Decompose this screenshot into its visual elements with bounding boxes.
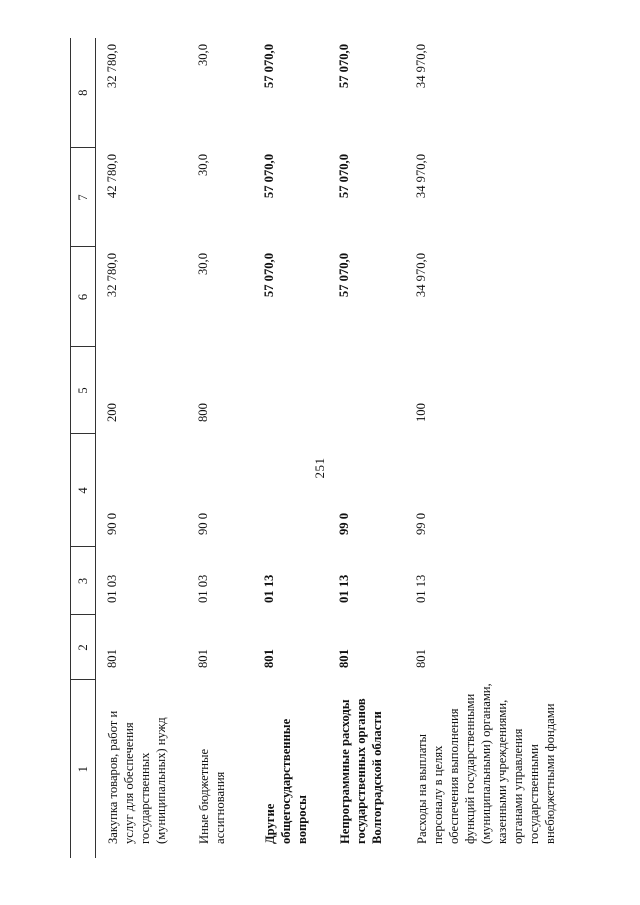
expense-type: 200 — [105, 403, 119, 422]
ministry-code: 801 — [414, 649, 428, 668]
row-name: Закупка товаров, работ и услуг для обеспечения государственных (муниципальных) нужд — [106, 710, 168, 844]
amount-col-7: 57 070,0 — [337, 154, 351, 199]
section-code: 01 13 — [262, 574, 276, 603]
section-code: 01 13 — [337, 574, 351, 603]
amount-col-8: 57 070,0 — [262, 44, 276, 89]
table-row — [96, 38, 188, 858]
page-number: 251 — [312, 457, 327, 479]
header-col-2: 2 — [71, 615, 96, 680]
amount-col-8: 30,0 — [196, 44, 210, 67]
section-code: 01 03 — [196, 574, 210, 603]
expense-type — [253, 347, 328, 434]
amount-col-8: 32 780,0 — [105, 44, 119, 89]
row-name: Непрограммные расходы государственных органов Волгоградской области — [338, 698, 384, 844]
table-row — [328, 38, 405, 858]
section-code: 01 13 — [414, 574, 428, 603]
ministry-code: 801 — [105, 649, 119, 668]
ministry-code: 801 — [337, 649, 351, 668]
section-code: 01 03 — [105, 574, 119, 603]
header-col-6: 6 — [71, 247, 96, 347]
amount-col-6: 57 070,0 — [337, 253, 351, 298]
ministry-code: 801 — [262, 649, 276, 668]
target-code: 99 0 — [414, 512, 428, 535]
amount-col-7: 42 780,0 — [105, 154, 119, 199]
amount-col-6: 57 070,0 — [262, 253, 276, 298]
header-col-3: 3 — [71, 547, 96, 615]
amount-col-6: 34 970,0 — [414, 253, 428, 298]
budget-table-container — [70, 38, 590, 858]
amount-col-7: 34 970,0 — [414, 154, 428, 199]
target-code — [253, 434, 328, 547]
expense-type: 100 — [414, 403, 428, 422]
header-col-4: 4 — [71, 434, 96, 547]
header-col-1: 1 — [71, 680, 96, 858]
expense-type: 800 — [196, 403, 210, 422]
target-code: 90 0 — [105, 512, 119, 535]
ministry-code: 801 — [196, 649, 210, 668]
expense-type — [328, 347, 405, 434]
amount-col-7: 30,0 — [196, 154, 210, 177]
amount-col-8: 34 970,0 — [414, 44, 428, 89]
header-col-8: 8 — [71, 38, 96, 148]
target-code: 99 0 — [337, 512, 351, 535]
header-row — [71, 38, 96, 858]
budget-table — [70, 38, 584, 858]
header-col-7: 7 — [71, 148, 96, 247]
amount-col-7: 57 070,0 — [262, 154, 276, 199]
row-name: Другие общегосударственные вопросы — [263, 718, 309, 844]
amount-col-6: 30,0 — [196, 253, 210, 276]
table-row — [187, 38, 253, 858]
target-code: 90 0 — [196, 512, 210, 535]
row-name: Расходы на выплаты персоналу в целях обеспечения выполнения функций государственными (муниципальными) органами, казенными учреждениями, органами управления государственными внебюджетными фондами — [415, 683, 557, 844]
row-name: Иные бюджетные ассигнования — [197, 748, 227, 844]
header-col-5: 5 — [71, 347, 96, 434]
amount-col-8: 57 070,0 — [337, 44, 351, 89]
table-row — [253, 38, 328, 858]
amount-col-6: 32 780,0 — [105, 253, 119, 298]
table-row — [405, 38, 584, 858]
